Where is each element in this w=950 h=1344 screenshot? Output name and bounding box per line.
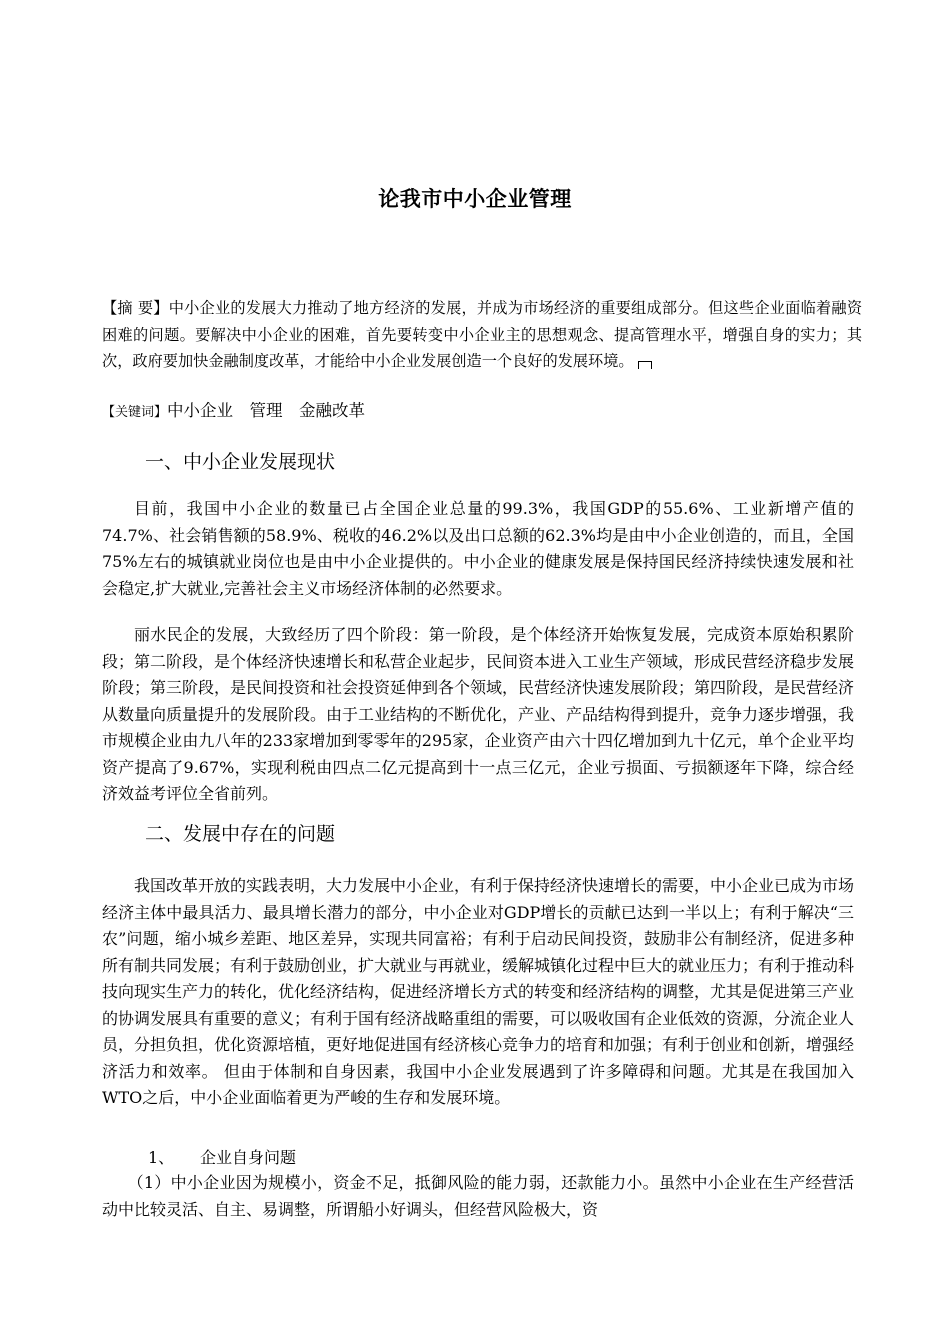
abstract-label: 【摘 要】 <box>102 299 169 317</box>
abstract-text: 中小企业的发展大力推动了地方经济的发展，并成为市场经济的重要组成部分。但这些企业面临着融资困难的问题。要解决中小企业的困难，首先要转变中小企业主的思想观念、提高管理水平，增强自身的实力；其次，政府要加快金融制度改革，才能给中小企业发展创造一个良好的发展环境。 <box>102 299 863 370</box>
paragraph: 目前，我国中小企业的数量已占全国企业总量的99.3%，我国GDP的55.6%、工业新增产值的74.7%、社会销售额的58.9%、税收的46.2%以及出口总额的62.3%均是由中小企业创造的，而且，全国75%左右的城镇就业岗位也是由中小企业提供的。中小企业的健康发展是保持国民经济持续快速发展和社会稳定,扩大就业,完善社会主义市场经济体制的必然要求。 <box>102 499 854 598</box>
keyword: 中小企业 <box>167 401 234 420</box>
keywords-label: 【关键词】 <box>102 405 168 420</box>
paragraph: （1）中小企业因为规模小，资金不足，抵御风险的能力弱，还款能力小。虽然中小企业在生产经营活动中比较灵活、自主、易调整，所谓船小好调头，但经营风险极大，资 <box>102 1173 854 1219</box>
section-heading: 二、发展中存在的问题 <box>145 823 336 845</box>
keyword: 金融改革 <box>299 401 366 420</box>
document-title: 论我市中小企业管理 <box>378 187 572 211</box>
keywords <box>102 398 862 426</box>
abstract <box>102 295 862 375</box>
subsection-title: 企业自身问题 <box>200 1148 297 1167</box>
keyword: 管理 <box>249 401 283 420</box>
section-heading: 一、中小企业发展现状 <box>145 451 336 473</box>
subsection-number: 1、 <box>148 1148 175 1167</box>
subsection-heading <box>148 1145 296 1171</box>
paragraph: 我国改革开放的实践表明，大力发展中小企业，有利于保持经济快速增长的需要，中小企业已成为市场经济主体中最具活力、最具增长潜力的部分，中小企业对GDP增长的贡献已达到一半以上；有利于解决“三农”问题，缩小城乡差距、地区差异，实现共同富裕；有利于启动民间投资，鼓励非公有制经济，促进多种所有制共同发展；有利于鼓励创业，扩大就业与再就业，缓解城镇化过程中巨大的就业压力；有利于推动科技向现实生产力的转化，优化经济结构，促进经济增长方式的转变和经济结构的调整，尤其是促进第三产业的协调发展具有重要的意义；有利于国有经济战略重组的需要，可以吸收国有企业低效的资源，分流企业人员，分担负担，优化资源培植，更好地促进国有经济核心竞争力的培育和加强；有利于创业和创新，增强经济活力和效率。 但由于体制和自身因素，我国中小企业发展遇到了许多障碍和问题。尤其是在我国加入WTO之后，中小企业面临着更为严峻的生存和发展环境。 <box>102 876 855 1107</box>
paragraph-mark-icon <box>638 361 652 369</box>
paragraph: 丽水民企的发展，大致经历了四个阶段：第一阶段，是个体经济开始恢复发展，完成资本原始积累阶段；第二阶段，是个体经济快速增长和私营企业起步，民间资本进入工业生产领域，形成民营经济稳步发展阶段；第三阶段，是民间投资和社会投资延伸到各个领域，民营经济快速发展阶段；第四阶段，是民营经济从数量向质量提升的发展阶段。由于工业结构的不断优化，产业、产品结构得到提升，竞争力逐步增强，我市规模企业由九八年的233家增加到零零年的295家，企业资产由六十四亿增加到九十亿元，单个企业平均资产提高了9.67%，实现利税由四点二亿元提高到十一点三亿元，企业亏损面、亏损额逐年下降，综合经济效益考评位全省前列。 <box>102 625 855 803</box>
